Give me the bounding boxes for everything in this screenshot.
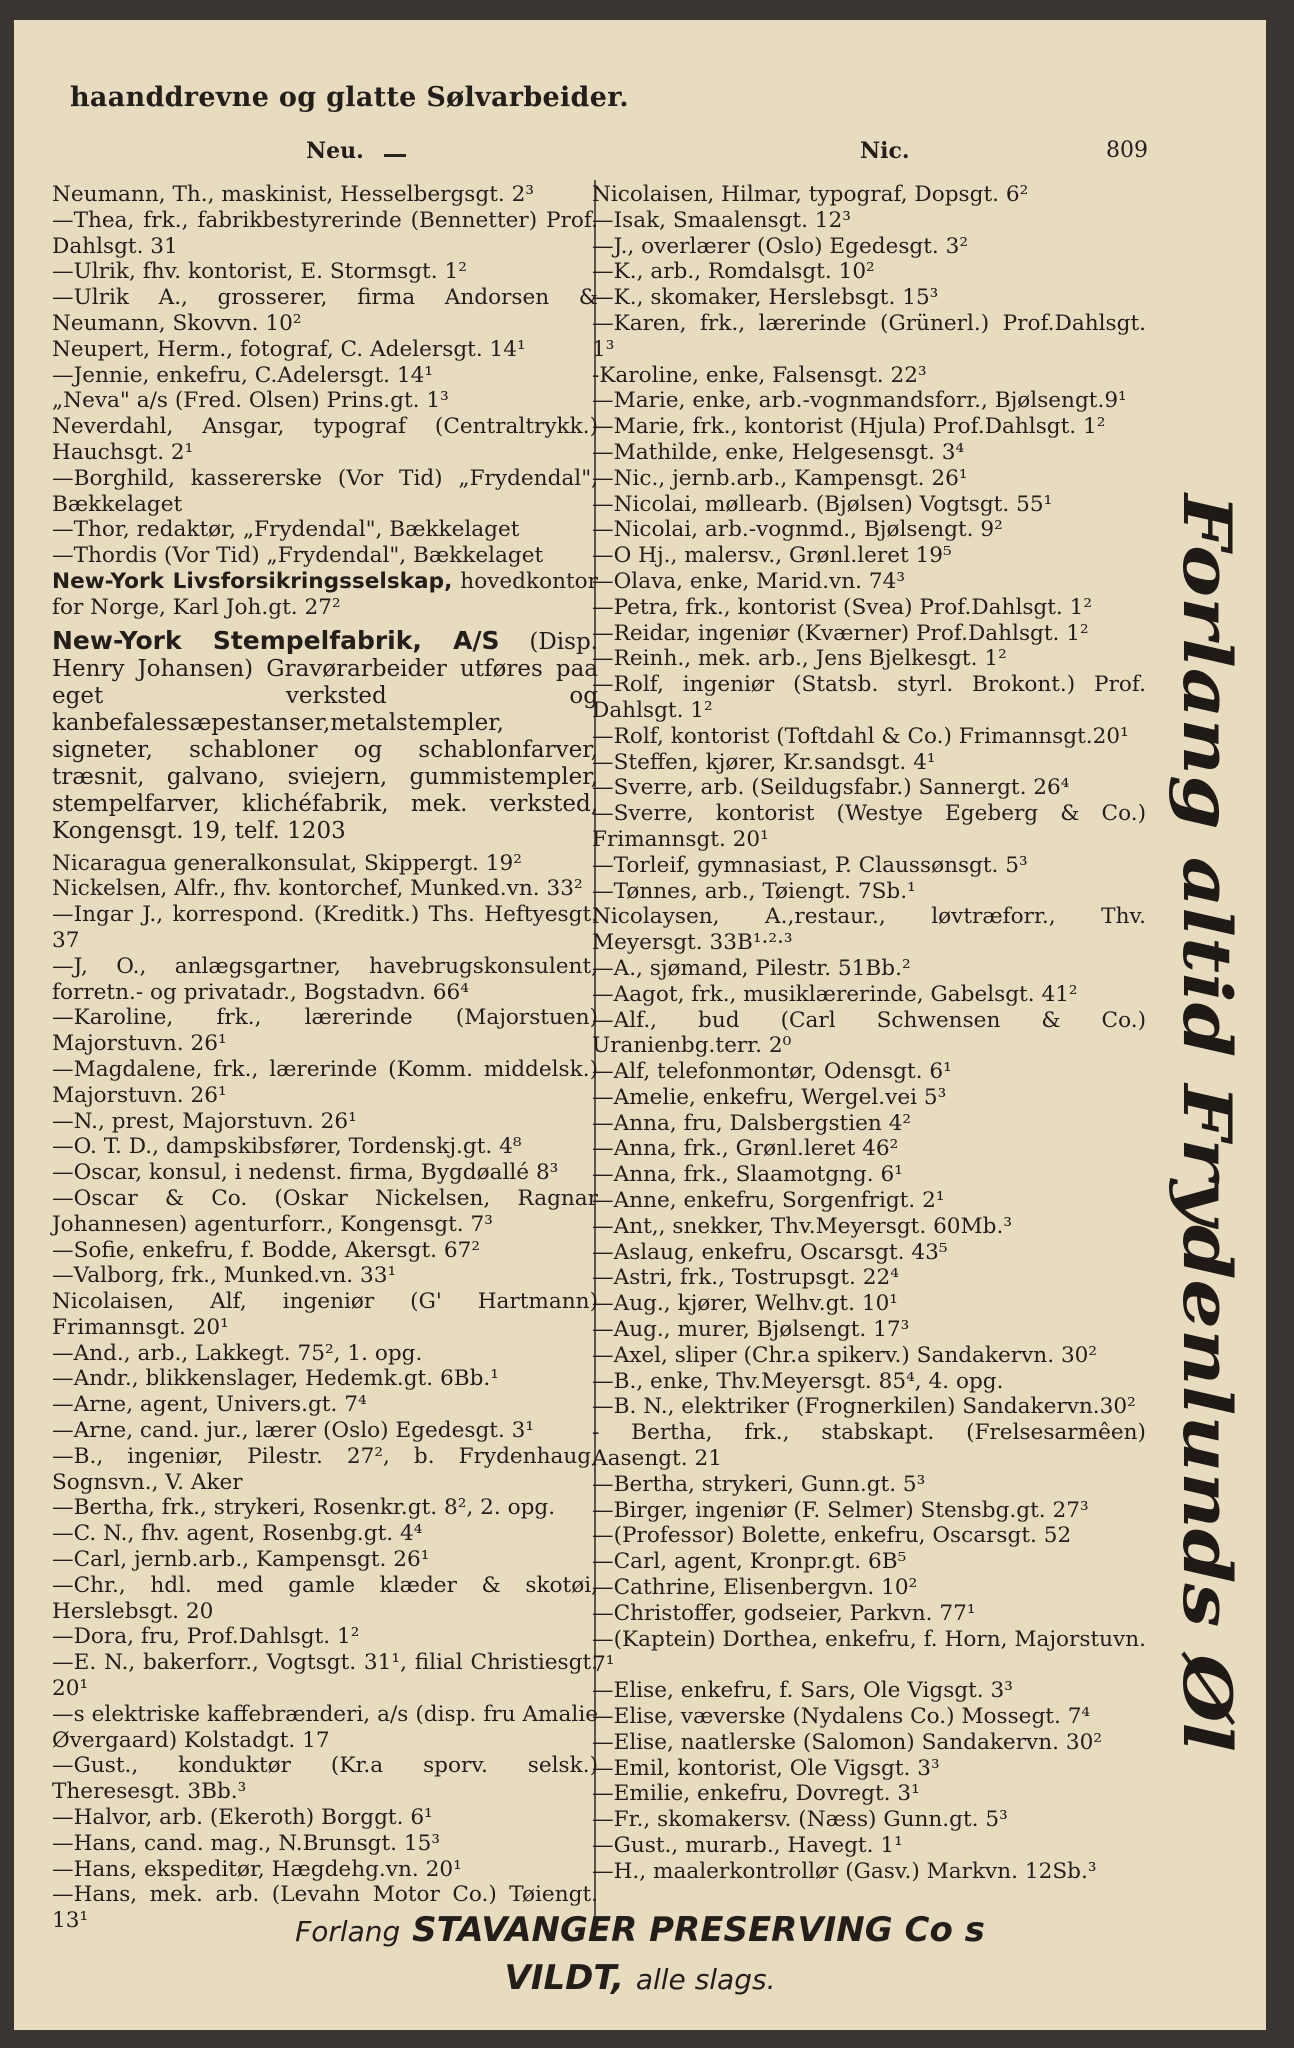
directory-entry: —J, O., anlægsgartner, havebrugskonsulent, forretn.- og privatadr., Bogstadvn. 66⁴ xyxy=(52,953,598,1005)
footer-stavanger: STAVANGER PRESERVING Co s xyxy=(412,1910,985,1950)
directory-entry: —H., maalerkontrollør (Gasv.) Markvn. 12Sb.³ xyxy=(592,1858,1097,1884)
directory-entry: —B. N., elektriker (Frognerkilen) Sandakervn.30² xyxy=(592,1394,1136,1420)
directory-entry: —B., enke, Thv.Meyersgt. 85⁴, 4. opg. xyxy=(592,1368,1004,1394)
directory-entry: Neverdahl, Ansgar, typograf (Centraltrykk.) Hauchsgt. 2¹ xyxy=(52,414,598,465)
directory-entry: —Petra, frk., kontorist (Svea) Prof.Dahlsgt. 1² xyxy=(592,594,1093,620)
directory-entry: —Aagot, frk., musiklærerinde, Gabelsgt. 41² xyxy=(592,981,1078,1007)
directory-entry: —Aug., kjører, Welhv.gt. 10¹ xyxy=(592,1291,898,1317)
directory-entry: —Amelie, enkefru, Wergel.vei 5³ xyxy=(592,1084,947,1110)
directory-entry: —Thordis (Vor Tid) „Frydendal", Bækkelaget xyxy=(52,543,544,569)
directory-entry: —B., ingeniør, Pilestr. 27², b. Frydenhaug, Sognsvn., V. Aker xyxy=(52,1443,598,1495)
directory-entry: —Aslaug, enkefru, Oscarsgt. 43⁵ xyxy=(592,1239,948,1265)
directory-entry: - Bertha, frk., stabskapt. (Frelsesarmêen) Aasengt. 21 xyxy=(592,1420,1146,1472)
directory-entry: —Nicolai, arb.-vognmd., Bjølsengt. 9² xyxy=(592,517,1003,543)
directory-entry: —Alf., bud (Carl Schwensen & Co.) Uranienbg.terr. 2⁰ xyxy=(592,1007,1146,1059)
directory-entry: —Carl, jernb.arb., Kampensgt. 26¹ xyxy=(52,1547,430,1573)
directory-entry: —Emilie, enkefru, Dovregt. 3¹ xyxy=(592,1781,920,1807)
directory-entry: —Anna, frk., Slaamotgng. 6¹ xyxy=(592,1162,903,1188)
directory-entry: —Fr., skomakersv. (Næss) Gunn.gt. 5³ xyxy=(592,1807,1008,1833)
directory-entry: —Cathrine, Elisenbergvn. 10² xyxy=(592,1575,918,1601)
directory-entry: —Gust., konduktør (Kr.a sporv. selsk.) Theresesgt. 3Bb.³ xyxy=(52,1753,598,1805)
directory-entry: —A., sjømand, Pilestr. 51Bb.² xyxy=(592,955,911,981)
stamp-factory-entry xyxy=(52,627,598,845)
directory-entry: —Bertha, strykeri, Gunn.gt. 5³ xyxy=(592,1471,926,1497)
directory-entry: —J., overlærer (Oslo) Egedesgt. 3² xyxy=(592,233,969,259)
directory-entry: —O Hj., malersv., Grønl.leret 19⁵ xyxy=(592,543,952,569)
directory-entry: —(Professor) Bolette, enkefru, Oscarsgt. 52 xyxy=(592,1523,1072,1549)
directory-entry: —Steffen, kjører, Kr.sandsgt. 4¹ xyxy=(592,749,936,775)
directory-entry: —Ingar J., korrespond. (Kreditk.) Ths. Heftyesgt. 37 xyxy=(52,902,598,953)
directory-entry: Nickelsen, Alfr., fhv. kontorchef, Munked.vn. 33² xyxy=(52,876,583,902)
directory-entry: —And., arb., Lakkegt. 75², 1. opg. xyxy=(52,1340,423,1366)
directory-entry: Neumann, Th., maskinist, Hesselbergsgt. 2³ xyxy=(52,182,535,207)
directory-entry: —Ulrik, fhv. kontorist, E. Stormsgt. 1² xyxy=(52,259,467,285)
side-advertisement xyxy=(1164,490,1244,1760)
directory-entry: —Elise, væverske (Nydalens Co.) Mossegt. 7⁴ xyxy=(592,1704,1091,1730)
directory-entry: —s elektriske kaffebrænderi, a/s (disp. fru Amalie Øvergaard) Kolstadgt. 17 xyxy=(52,1701,598,1753)
directory-entry: —Marie, frk., kontorist (Hjula) Prof.Dahlsgt. 1² xyxy=(592,414,1106,440)
directory-entry: Nicolaisen, Alf, ingeniør (G' Hartmann) Frimannsgt. 20¹ xyxy=(52,1289,598,1340)
directory-entry: „Neva" a/s (Fred. Olsen) Prins.gt. 1³ xyxy=(52,388,449,414)
footer-line-2 xyxy=(14,1958,1266,1998)
directory-entry: —Astri, frk., Tostrupsgt. 22⁴ xyxy=(592,1265,899,1291)
directory-entry: —Hans, ekspeditør, Hægdehg.vn. 20¹ xyxy=(52,1856,462,1882)
directory-entry: —Sverre, kontorist (Westye Egeberg & Co.) Frimannsgt. 20¹ xyxy=(592,801,1146,852)
directory-entry: —Elise, naatlerske (Salomon) Sandakervn. 30² xyxy=(592,1729,1103,1755)
directory-entry: —Elise, enkefru, f. Sars, Ole Vigsgt. 3³ xyxy=(592,1678,1013,1704)
footer-forlang: Forlang xyxy=(295,1915,401,1948)
directory-entry: —O. T. D., dampskibsfører, Tordenskj.gt. 4⁸ xyxy=(52,1134,522,1160)
footer-line-1 xyxy=(14,1910,1266,1950)
directory-entry: —Torleif, gymnasiast, P. Claussønsgt. 5³ xyxy=(592,852,1028,878)
left-column xyxy=(52,182,598,1934)
directory-entry: Nicolaysen, A.,restaur., løvtræforr., Thv. Meyersgt. 33B¹·²·³ xyxy=(592,904,1146,956)
directory-entry: —Sofie, enkefru, f. Bodde, Akersgt. 67² xyxy=(52,1237,480,1263)
directory-entry: —Nic., jernb.arb., Kampensgt. 26¹ xyxy=(592,465,968,491)
page-number: 809 xyxy=(1106,138,1148,163)
directory-entry: —Arne, agent, Univers.gt. 7⁴ xyxy=(52,1392,367,1418)
life-insurance-entry xyxy=(52,569,598,621)
directory-entry: —Aug., murer, Bjølsengt. 17³ xyxy=(592,1317,910,1343)
directory-entry: —Ant,, snekker, Thv.Meyersgt. 60Mb.³ xyxy=(592,1213,1013,1239)
directory-entry: —Rolf, kontorist (Toftdahl & Co.) Frimannsgt.20¹ xyxy=(592,723,1129,749)
life-insurance-text: hovedkontor for Norge, Karl Joh.gt. 27² xyxy=(52,568,598,620)
directory-entry: —Karen, frk., lærerinde (Grünerl.) Prof.Dahlsgt. 1³ xyxy=(592,310,1146,362)
directory-entry: —Karoline, frk., lærerinde (Majorstuen) Majorstuvn. 26¹ xyxy=(52,1005,598,1057)
directory-entry: —Emil, kontorist, Ole Vigsgt. 3³ xyxy=(592,1755,940,1781)
directory-entry: —Arne, cand. jur., lærer (Oslo) Egedesgt. 3¹ xyxy=(52,1418,535,1444)
stamp-factory-text: (Disp. Henry Johansen) Gravørarbeider utføres paa eget verksted og kanbefalessæpestanser,metalstempler, signeter, schabloner og schablonfarver, træsnit, galvano, sviejern, gummistempler, stempelfarver, klichéfabrik, mek. verksted, Kongensgt. 19, telf. 1203 xyxy=(52,628,598,844)
directory-entry: —Valborg, frk., Munked.vn. 33¹ xyxy=(52,1263,397,1289)
directory-entry: —K., arb., Romdalsgt. 10² xyxy=(592,259,875,285)
directory-entry: —Marie, enke, arb.-vognmandsforr., Bjølsengt.9¹ xyxy=(592,388,1127,414)
directory-entry: —Halvor, arb. (Ekeroth) Borggt. 6¹ xyxy=(52,1805,433,1831)
directory-entry: —K., skomaker, Herslebsgt. 15³ xyxy=(592,285,939,311)
directory-entry: —Anna, fru, Dalsbergstien 4² xyxy=(592,1110,912,1136)
directory-entry: —Anna, frk., Grønl.leret 46² xyxy=(592,1136,899,1162)
directory-entry: —(Kaptein) Dorthea, enkefru, f. Horn, Majorstuvn. 7¹ xyxy=(592,1626,1146,1678)
running-head-right: Nic. xyxy=(860,138,910,164)
directory-entry: —Isak, Smaalensgt. 12³ xyxy=(592,207,851,233)
side-ad-text: Forlang altid Frydenlunds Øl xyxy=(1168,494,1244,1559)
directory-entry: —Dora, fru, Prof.Dahlsgt. 1² xyxy=(52,1624,360,1650)
directory-entry: —Thea, frk., fabrikbestyrerinde (Bennetter) Prof. Dahlsgt. 31 xyxy=(52,207,598,259)
side-ad-graphic xyxy=(1164,490,1244,1760)
directory-entry: —E. N., bakerforr., Vogtsgt. 31¹, filial Christiesgt. 20¹ xyxy=(52,1650,598,1702)
directory-entry: —Gust., murarb., Havegt. 1¹ xyxy=(592,1833,903,1858)
directory-entry: —Alf, telefonmontør, Odensgt. 6¹ xyxy=(592,1059,952,1085)
directory-entry: —Magdalene, frk., lærerinde (Komm. middelsk.) Majorstuvn. 26¹ xyxy=(52,1056,598,1108)
directory-entry: —Reidar, ingeniør (Kværner) Prof.Dahlsgt. 1² xyxy=(592,620,1089,646)
directory-entry: Nicaragua generalkonsulat, Skippergt. 19² xyxy=(52,850,522,876)
directory-entry: —N., prest, Majorstuvn. 26¹ xyxy=(52,1108,357,1134)
directory-entry: —Borghild, kassererske (Vor Tid) „Frydendal", Bækkelaget xyxy=(52,465,598,517)
directory-entry: —Jennie, enkefru, C.Adelersgt. 14¹ xyxy=(52,362,434,388)
directory-entry: —Olava, enke, Marid.vn. 74³ xyxy=(592,568,906,594)
footer-vildt: VILDT, xyxy=(504,1958,624,1998)
directory-entry: —Hans, mek. arb. (Levahn Motor Co.) Tøiengt. 13¹ xyxy=(52,1882,598,1934)
running-head-left: Neu. xyxy=(306,138,364,164)
directory-entry: —Oscar, konsul, i nedenst. firma, Bygdøallé 8³ xyxy=(52,1160,559,1186)
footer-alle-slags: alle slags. xyxy=(635,1963,776,1996)
directory-entry: —C. N., fhv. agent, Rosenbg.gt. 4⁴ xyxy=(52,1521,423,1547)
directory-entry: —Bertha, frk., strykeri, Rosenkr.gt. 8², 2. opg. xyxy=(52,1495,556,1521)
directory-entry: —Carl, agent, Kronpr.gt. 6B⁵ xyxy=(592,1549,907,1575)
directory-entry: —Tønnes, arb., Tøiengt. 7Sb.¹ xyxy=(592,878,916,904)
directory-entry: —Ulrik A., grosserer, firma Andorsen & Neumann, Skovvn. 10² xyxy=(52,285,598,336)
page-header-title: haanddrevne og glatte Sølvarbeider. xyxy=(70,82,629,113)
directory-entry: —Reinh., mek. arb., Jens Bjelkesgt. 1² xyxy=(592,646,1007,672)
directory-entry: —Rolf, ingeniør (Statsb. styrl. Brokont.) Prof. Dahlsgt. 1² xyxy=(592,672,1146,723)
directory-entry: —Sverre, arb. (Seildugsfabr.) Sannergt. 26⁴ xyxy=(592,775,1070,801)
directory-entry: —Mathilde, enke, Helgesensgt. 3⁴ xyxy=(592,439,965,465)
directory-entry: —Hans, cand. mag., N.Brunsgt. 15³ xyxy=(52,1830,441,1856)
directory-entry: Neupert, Herm., fotograf, C. Adelersgt. 14¹ xyxy=(52,336,526,362)
life-insurance-name: New-York Livsforsikringsselskap, xyxy=(52,568,453,594)
directory-entry: -Karoline, enke, Falsensgt. 22³ xyxy=(592,362,927,388)
directory-entry: —Christoffer, godseier, Parkvn. 77¹ xyxy=(592,1600,976,1626)
directory-entry: —Birger, ingeniør (F. Selmer) Stensbg.gt. 27³ xyxy=(592,1497,1089,1523)
directory-entry: —Andr., blikkenslager, Hedemk.gt. 6Bb.¹ xyxy=(52,1366,499,1392)
directory-page xyxy=(14,20,1266,2030)
directory-entry: —Oscar & Co. (Oskar Nickelsen, Ragnar Johannesen) agenturforr., Kongensgt. 7³ xyxy=(52,1185,598,1237)
header-dash xyxy=(384,154,406,157)
directory-entry: —Nicolai, møllearb. (Bjølsen) Vogtsgt. 55¹ xyxy=(592,491,1053,517)
directory-entry: —Axel, sliper (Chr.a spikerv.) Sandakervn. 30² xyxy=(592,1342,1098,1368)
directory-entry: Nicolaisen, Hilmar, typograf, Dopsgt. 6² xyxy=(592,182,1029,207)
right-column xyxy=(592,182,1146,1885)
directory-entry: —Thor, redaktør, „Frydendal", Bækkelaget xyxy=(52,517,520,543)
directory-entry: —Anne, enkefru, Sorgenfrigt. 2¹ xyxy=(592,1188,945,1214)
directory-entry: —Chr., hdl. med gamle klæder & skotøi, Herslebsgt. 20 xyxy=(52,1572,598,1624)
stamp-factory-name: New-York Stempelfabrik, A/S xyxy=(52,625,500,655)
